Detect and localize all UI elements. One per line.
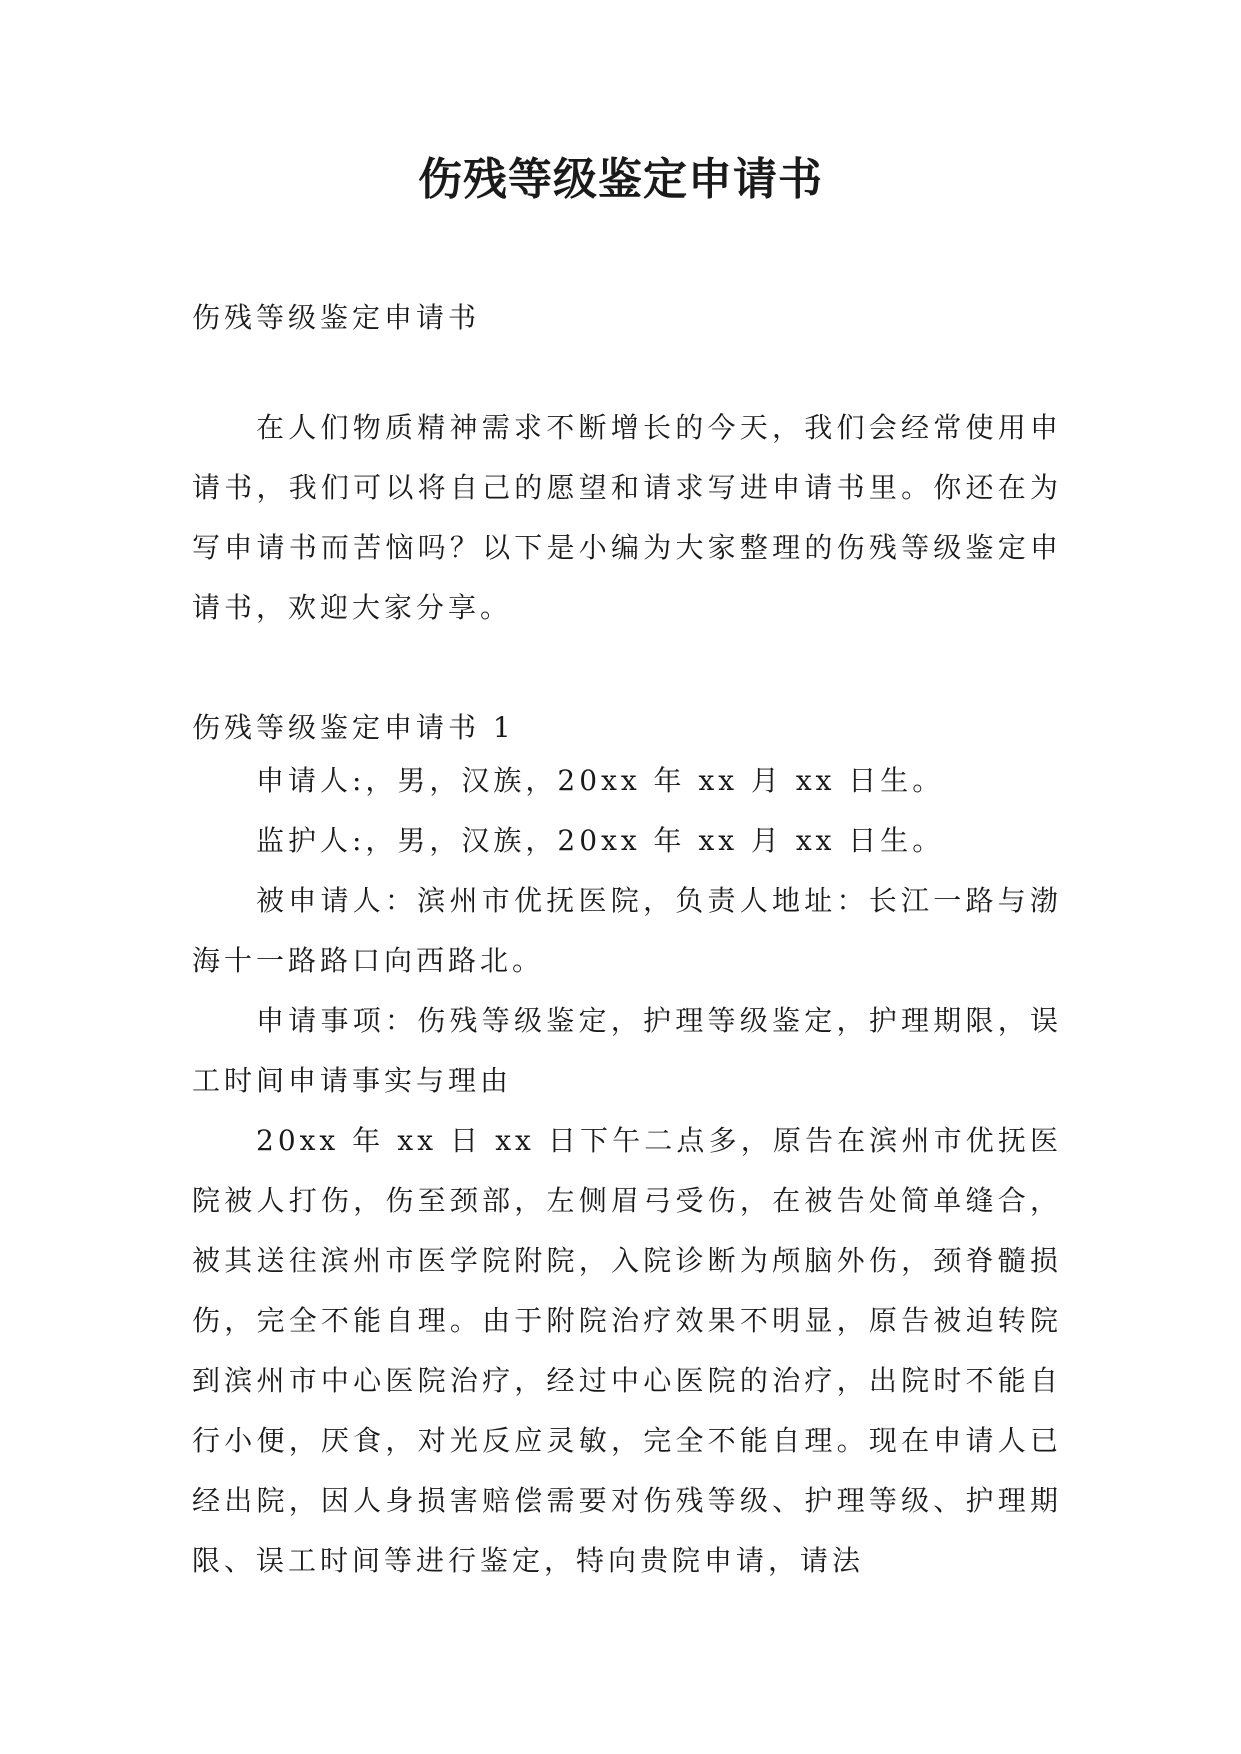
- guardian-line: 监护人:，男，汉族，20xx 年 xx 月 xx 日生。: [256, 824, 945, 857]
- respondent-paragraph: 被申请人：滨州市优抚医院，负责人地址：长江一路与渤海十一路路口向西路北。: [192, 884, 1062, 977]
- intro-paragraph: 在人们物质精神需求不断增长的今天，我们会经常使用申请书，我们可以将自己的愿望和请求写进申请书里。你还在为写申请书而苦恼吗？以下是小编为大家整理的伤残等级鉴定申请书，欢迎大家分享。: [192, 411, 1062, 624]
- section-title: 伤残等级鉴定申请书 1: [192, 711, 515, 744]
- request-items-paragraph: 申请事项：伤残等级鉴定，护理等级鉴定，护理期限，误工时间申请事实与理由: [192, 1004, 1062, 1097]
- document-subtitle: 伤残等级鉴定申请书: [192, 301, 481, 334]
- document-title: 伤残等级鉴定申请书: [418, 154, 823, 205]
- facts-paragraph: 20xx 年 xx 日 xx 日下午二点多，原告在滨州市优抚医院被人打伤，伤至颈部，左侧眉弓受伤，在被告处简单缝合，被其送往滨州市医学院附院，入院诊断为颅脑外伤，颈脊髓损伤，完全不能自理。由于附院治疗效果不明显，原告被迫转院到滨州市中心医院治疗，经过中心医院的治疗，出院时不能自行小便，厌食，对光反应灵敏，完全不能自理。现在申请人已经出院，因人身损害赔偿需要对伤残等级、护理等级、护理期限、误工时间等进行鉴定，特向贵院申请，请法: [192, 1124, 1062, 1577]
- section-body: [192, 751, 1062, 1591]
- applicant-line: 申请人:，男，汉族，20xx 年 xx 月 xx 日生。: [256, 764, 945, 797]
